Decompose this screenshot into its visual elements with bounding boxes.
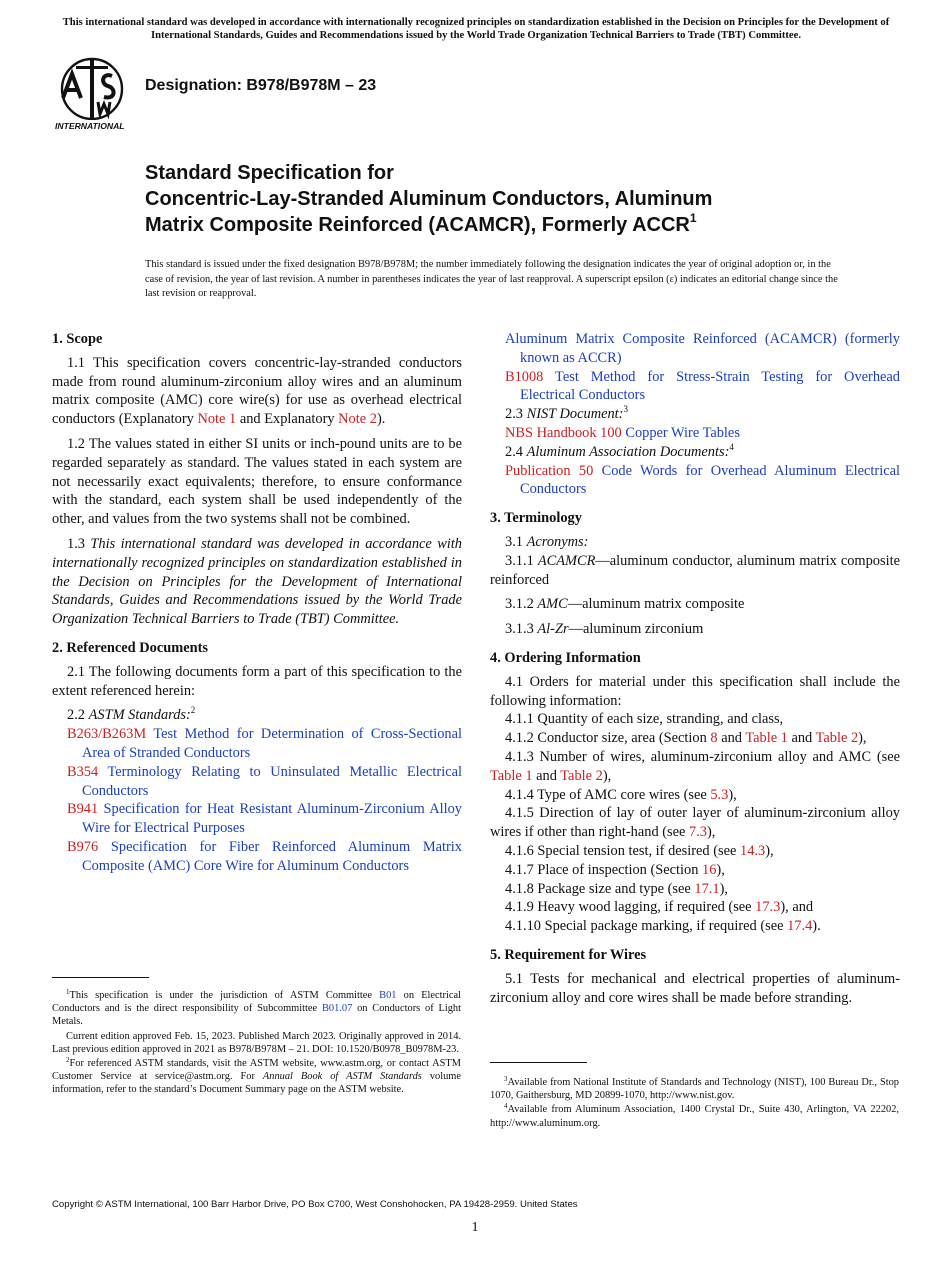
section-17-4-link[interactable]: 17.4	[787, 918, 813, 935]
para-4-1-4: 4.1.4 Type of AMC core wires (see 5.3),	[505, 786, 737, 803]
committee-b01-link[interactable]: B01	[379, 990, 397, 1001]
para-3-1-2: 3.1.2 AMC—aluminum matrix composite	[505, 596, 745, 613]
footnote-1-edition: Current edition approved Feb. 15, 2023. Published March 2023. Originally approved in 2014. Last previous edition approved in 2021 as B978/B978M – 21. DOI: 10.1520/B0978_B0978M-23.	[52, 1030, 461, 1055]
section-14-3-link[interactable]: 14.3	[740, 842, 766, 859]
footnote-1: $^1$This specification is under the jurisdiction of ASTM Committee B01 on Electrical Conductors and is the direct responsibility of Subcommittee B01.07 on Conductors of Light Metals.	[52, 988, 461, 1028]
footnote-3: $^3$Available from National Institute of Standards and Technology (NIST), 100 Bureau Dr., Stop 1070, Gaithersburg, MD 20899-1070, http://www.nist.gov.	[490, 1075, 899, 1102]
right-column	[490, 330, 900, 1013]
table-2-link[interactable]: Table 2	[815, 730, 859, 747]
para-1-1: 1.1 This specification covers concentric-lay-stranded conductors made from round aluminum-zirconium alloy wires and an aluminum matrix composite (AMC) core wire(s) for use as overhead electrical conductors (Explanatory Note 1 and Explanatory Note 2).	[52, 354, 462, 428]
section-referenced-heading: 2. Referenced Documents	[52, 639, 208, 656]
para-3-1-3: 3.1.3 Al-Zr—aluminum zirconium	[505, 621, 704, 638]
table-1-link[interactable]: Table 1	[745, 730, 788, 747]
section-5-3-link[interactable]: 5.3	[710, 786, 729, 803]
copyright: Copyright © ASTM International, 100 Barr Harbor Drive, PO Box C700, West Conshohocken, PA 19428-2959. United States	[52, 1199, 578, 1210]
para-4-1-6: 4.1.6 Special tension test, if desired (see 14.3),	[505, 842, 774, 859]
ref-item-publication-50[interactable]: Publication 50 Code Words for Overhead Aluminum Electrical Conductors	[505, 462, 900, 498]
para-4-1-5: 4.1.5 Direction of lay of outer layer of aluminum-zirconium alloy wires if other than right-hand (see 7.3),	[490, 805, 900, 841]
para-4-1-10: 4.1.10 Special package marking, if required (see 17.4).	[505, 918, 821, 935]
note-2-link[interactable]: Note 2	[338, 411, 377, 428]
ref-item-b263[interactable]: B263/B263M Test Method for Determination of Cross-Sectional Area of Stranded Conductors	[67, 726, 462, 761]
para-3-1: 3.1 Acronyms:	[505, 533, 589, 550]
table-1-link[interactable]: Table 1	[490, 767, 533, 784]
ref-item-b976[interactable]: B976 Specification for Fiber Reinforced Aluminum Matrix Composite (AMC) Core Wire for Aluminum Conductors	[67, 838, 462, 874]
right-footnotes	[490, 1076, 899, 1131]
footnote-2: $^2$For referenced ASTM standards, visit the ASTM website, www.astm.org, or contact ASTM Customer Service at service@astm.org. For Annual Book of ASTM Standards volume information, refer to the standard’s Document Summary page on the ASTM website.	[52, 1056, 461, 1096]
para-2-2: 2.2 ASTM Standards:$^2$	[67, 705, 196, 724]
document-title	[145, 160, 865, 238]
issuance-statement: This standard is issued under the fixed designation B978/B978M; the number immediately following the designation indicates the year of original adoption or, in the case of revision, the year of last revision. A number in parentheses indicates the year of last reapproval. A superscript epsilon (ε) indicates an editorial change since the last revision or reapproval.	[145, 259, 838, 300]
section-terminology-heading: 3. Terminology	[490, 510, 582, 527]
para-2-1: 2.1 The following documents form a part of this specification to the extent referenced herein:	[52, 663, 462, 699]
para-4-1-3: 4.1.3 Number of wires, aluminum-zirconium alloy and AMC (see Table 1 and Table 2),	[490, 748, 900, 784]
para-4-1-8: 4.1.8 Package size and type (see 17.1),	[505, 880, 728, 897]
table-2-link[interactable]: Table 2	[560, 767, 603, 784]
para-1-2: 1.2 The values stated in either SI units or inch-pound units are to be regarded separately as standard. The values stated in each system are not necessarily exact equivalents; therefore, to ensure conformance with the standard, each system shall be used independently of the other, and values from the two systems shall not be combined.	[52, 435, 462, 528]
para-4-1-1: 4.1.1 Quantity of each size, stranding, and class,	[505, 711, 784, 728]
section-7-3-link[interactable]: 7.3	[689, 824, 708, 841]
designation: Designation: B978/B978M – 23	[145, 77, 377, 94]
right-footnote-rule	[490, 1062, 587, 1063]
top-notice: This international standard was developed in accordance with internationally recognized principles on standardization established in the Decision on Principles for the Development of International Standards, Guides and Recommendations issued by the World Trade Organization Technical Barriers to Trade (TBT) Committee.	[62, 17, 890, 41]
subcommittee-b01-07-link[interactable]: B01.07	[321, 1003, 353, 1015]
astm-logo	[54, 56, 134, 132]
para-4-1-7: 4.1.7 Place of inspection (Section 16),	[505, 861, 725, 878]
para-3-1-1: 3.1.1 ACAMCR—aluminum conductor, aluminum matrix composite reinforced	[490, 552, 900, 588]
para-5-1: 5.1 Tests for mechanical and electrical properties of aluminum-zirconium alloy and core wires shall be made before stranding.	[490, 970, 900, 1006]
para-4-1-2: 4.1.2 Conductor size, area (Section 8 and Table 1 and Table 2),	[505, 730, 867, 747]
astm-logo-icon	[54, 56, 134, 132]
ref-item-b354[interactable]: B354 Terminology Relating to Uninsulated Metallic Electrical Conductors	[67, 763, 462, 799]
page-number: 1	[471, 1220, 479, 1235]
ref-item-b1008[interactable]: B1008 Test Method for Stress-Strain Testing for Overhead Electrical Conductors	[505, 368, 900, 404]
section-16-link[interactable]: 16	[702, 861, 717, 878]
para-1-3: 1.3 This international standard was developed in accordance with internationally recognized principles on standardization established in the Decision on Principles for the Development of International Standards, Guides and Recommendations issued by the World Trade Organization Technical Barriers to Trade (TBT) Committee.	[52, 535, 462, 628]
section-wires-heading: 5. Requirement for Wires	[490, 946, 647, 963]
section-17-1-link[interactable]: 17.1	[694, 880, 720, 897]
footnote-4: $^4$Available from Aluminum Association, 1400 Crystal Dr., Suite 430, Arlington, VA 22202, http://www.aluminum.org.	[490, 1102, 899, 1129]
section-8-link[interactable]: 8	[710, 730, 718, 747]
para-4-1-9: 4.1.9 Heavy wood lagging, if required (see 17.3), and	[505, 899, 814, 916]
para-2-3: 2.3 NIST Document:$^3$	[505, 404, 628, 423]
ref-item-b976-continued[interactable]: Aluminum Matrix Composite Reinforced (ACAMCR) (formerly known as ACCR)	[505, 331, 900, 366]
title-footnote-mark: 1	[689, 211, 697, 225]
section-ordering-heading: 4. Ordering Information	[490, 649, 641, 666]
para-4-1: 4.1 Orders for material under this specification shall include the following information:	[490, 673, 900, 709]
svg-text:INTERNATIONAL: INTERNATIONAL	[55, 121, 125, 131]
title-line-1: Standard Specification for	[145, 162, 394, 184]
title-line-3: Matrix Composite Reinforced (ACAMCR), Formerly ACCR$^1$	[145, 211, 697, 236]
para-2-4: 2.4 Aluminum Association Documents:$^4$	[505, 441, 734, 460]
ref-item-b941[interactable]: B941 Specification for Heat Resistant Aluminum-Zirconium Alloy Wire for Electrical Purposes	[67, 801, 462, 837]
left-column	[52, 330, 462, 876]
left-footnotes	[52, 989, 461, 1098]
left-footnote-rule	[52, 977, 149, 978]
ref-item-nbs-handbook[interactable]: NBS Handbook 100 Copper Wire Tables	[505, 424, 740, 441]
note-1-link[interactable]: Note 1	[197, 411, 237, 428]
section-17-3-link[interactable]: 17.3	[755, 899, 781, 916]
section-scope-heading: 1. Scope	[52, 331, 103, 347]
title-line-2: Concentric-Lay-Stranded Aluminum Conductors, Aluminum	[145, 188, 713, 210]
